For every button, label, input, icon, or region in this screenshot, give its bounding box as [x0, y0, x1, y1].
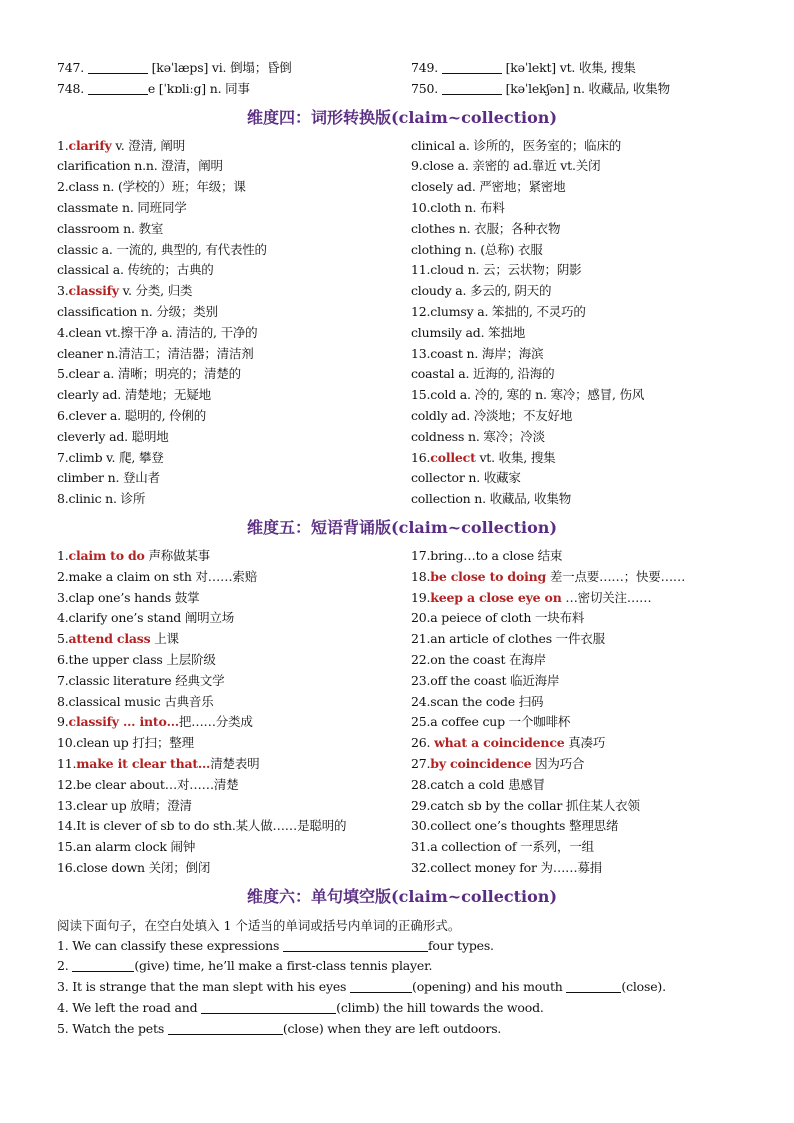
item-text: 13.clear up 放晴；澄清 [57, 797, 192, 813]
list-item [57, 323, 411, 344]
item-text: 31.a collection of 一系列，一组 [411, 839, 594, 855]
item-text: 21.an article of clothes 一件衣服 [411, 631, 605, 647]
list-item [57, 816, 411, 837]
list-item [57, 427, 411, 448]
vocab-row: 750. [kəˈlekʃən] n. 收藏品, 收集物 [411, 80, 670, 96]
item-text: 17.bring…to a close 结束 [411, 547, 563, 563]
item-text: classic a. 一流的, 典型的, 有代表性的 [57, 241, 267, 257]
item-text: closely ad. 严密地；紧密地 [411, 179, 566, 195]
item-text: 16. [411, 449, 431, 465]
item-text: 9.close a. 亲密的 ad.靠近 vt.关闭 [411, 158, 601, 174]
list-item [57, 364, 411, 385]
sentence-row: 1. We can classify these expressions four types. [57, 937, 494, 953]
item-text: 2.class n. (学校的）班；年级；课 [57, 179, 246, 195]
list-item [411, 816, 747, 837]
item-text: 4.clean vt.擦干净 a. 清洁的, 干净的 [57, 324, 258, 340]
vocab-row: 747. [kəˈlæps] vi. 倒塌；昏倒 [57, 60, 292, 75]
sentence-row: 5. Watch the pets (close) when they are left outdoors. [57, 1020, 502, 1036]
instruction-text: 阅读下面句子，在空白处填入 1 个适当的单词或括号内单词的正确形式。 [57, 917, 461, 933]
list-item [411, 344, 747, 365]
item-text: 3. [57, 283, 69, 299]
item-text: 28.catch a cold 患感冒 [411, 776, 546, 792]
item-text: 7.climb v. 爬, 攀登 [57, 449, 164, 465]
vocab-top [57, 58, 747, 100]
list-item [411, 136, 747, 157]
list-item [411, 629, 747, 650]
list-item [411, 260, 747, 281]
list-item [57, 136, 411, 157]
list-item [411, 837, 747, 858]
item-meaning: 差一点要……；快要…… [546, 568, 686, 584]
item-text: 30.collect one’s thoughts 整理思绪 [411, 818, 619, 834]
item-text: 6.clever a. 聪明的, 伶俐的 [57, 407, 207, 423]
highlight-term: collect [430, 449, 476, 465]
highlight-term: clarify [68, 137, 112, 153]
list-item [57, 692, 411, 713]
list-item [57, 608, 411, 629]
item-meaning: 清楚表明 [210, 755, 260, 771]
list-item [411, 156, 747, 177]
item-meaning: v. 分类, 归类 [118, 283, 193, 299]
item-text: 20.a peiece of cloth 一块布料 [411, 610, 585, 626]
list-item [411, 608, 747, 629]
item-meaning: 真凑巧 [564, 735, 606, 751]
list-item [57, 671, 411, 692]
highlight-term: classify [68, 283, 119, 299]
item-text: 14.It is clever of sb to do sth.某人做……是聪明的 [57, 818, 347, 834]
item-text: 7.classic literature 经典文学 [57, 672, 225, 688]
item-meaning: 把……分类成 [178, 714, 253, 730]
vocab-row: 749. [kəˈlekt] vt. 收集, 搜集 [411, 60, 636, 75]
item-text: 18. [411, 568, 431, 584]
item-text: 10.clean up 打扫；整理 [57, 735, 194, 751]
worksheet-page [57, 58, 747, 1040]
list-item [411, 546, 747, 567]
list-item [57, 567, 411, 588]
list-item [411, 240, 747, 261]
answer-blank[interactable] [168, 1021, 283, 1035]
fill-in-sentences [57, 936, 747, 1040]
list-item [57, 775, 411, 796]
item-text: clarification n.n. 澄清，阐明 [57, 158, 223, 174]
item-meaning: vt. 收集, 搜集 [475, 449, 556, 465]
list-item [57, 796, 411, 817]
list-item [411, 198, 747, 219]
item-text: cloudy a. 多云的, 阴天的 [411, 283, 552, 299]
item-text: 26. [411, 735, 435, 751]
sentence-row: 2. (give) time, he’ll make a first-class tennis player. [57, 958, 433, 974]
item-text: 9. [57, 714, 69, 730]
item-meaning: 上课 [150, 631, 179, 647]
list-item [411, 489, 747, 510]
item-text: 29.catch sb by the collar 抓住某人衣领 [411, 797, 640, 813]
list-item [411, 567, 747, 588]
item-text: collector n. 收藏家 [411, 470, 521, 486]
item-text: 5.clear a. 清晰；明亮的；清楚的 [57, 366, 241, 382]
item-text: 4.clarify one’s stand 阐明立场 [57, 610, 235, 626]
list-item [57, 281, 411, 302]
item-text: collection n. 收藏品, 收集物 [411, 491, 572, 507]
item-text: classification n. 分级；类别 [57, 303, 218, 319]
list-item [57, 240, 411, 261]
list-item [411, 733, 747, 754]
answer-blank[interactable] [88, 81, 148, 95]
item-text: coldly ad. 冷淡地；不友好地 [411, 407, 573, 423]
highlight-term: claim to do [68, 547, 145, 563]
section-5-heading: 维度五：短语背诵版(claim~collection) [246, 517, 558, 537]
list-item [57, 712, 411, 733]
item-text: 25.a coffee cup 一个咖啡杯 [411, 714, 571, 730]
item-meaning: 因为巧合 [531, 755, 585, 771]
answer-blank[interactable] [283, 938, 428, 952]
list-item [57, 733, 411, 754]
highlight-term: be close to doing [430, 568, 547, 584]
list-item [57, 754, 411, 775]
list-item [57, 650, 411, 671]
item-text: 8.clinic n. 诊所 [57, 491, 146, 507]
sentence-row: 4. We left the road and (climb) the hill towards the wood. [57, 1000, 544, 1016]
list-item [411, 588, 747, 609]
list-item [411, 281, 747, 302]
item-text: cleverly ad. 聪明地 [57, 428, 169, 444]
list-item [57, 260, 411, 281]
list-item [57, 858, 411, 879]
list-item [411, 796, 747, 817]
list-item [57, 546, 411, 567]
list-item [411, 650, 747, 671]
item-text: classical a. 传统的；古典的 [57, 262, 214, 278]
section-4-list [57, 136, 747, 510]
item-text: 22.on the coast 在海岸 [411, 651, 546, 667]
item-text: 13.coast n. 海岸；海滨 [411, 345, 544, 361]
list-item [411, 177, 747, 198]
item-text: 11. [57, 755, 77, 771]
highlight-term: what a coincidence [434, 735, 565, 751]
answer-blank[interactable] [442, 81, 502, 95]
list-item [57, 406, 411, 427]
sentence-row: 3. It is strange that the man slept with his eyes (opening) and his mouth (close). [57, 979, 666, 995]
list-item [411, 692, 747, 713]
item-text: 6.the upper class 上层阶级 [57, 651, 216, 667]
list-item [57, 448, 411, 469]
item-text: classroom n. 教室 [57, 220, 164, 236]
item-text: 8.classical music 古典音乐 [57, 693, 214, 709]
list-item [411, 712, 747, 733]
list-item [411, 385, 747, 406]
list-item [57, 219, 411, 240]
list-item [57, 177, 411, 198]
list-item [411, 364, 747, 385]
list-item [57, 198, 411, 219]
item-text: 1. [57, 547, 69, 563]
item-text: 15.cold a. 冷的, 寒的 n. 寒冷；感冒, 伤风 [411, 387, 645, 403]
item-text: cleaner n.清洁工；清洁器；清洁剂 [57, 345, 254, 361]
item-text: 15.an alarm clock 闹钟 [57, 839, 196, 855]
answer-blank[interactable] [72, 958, 134, 972]
section-4-heading: 维度四：词形转换版(claim~collection) [246, 107, 558, 127]
item-text: 12.clumsy a. 笨拙的, 不灵巧的 [411, 303, 586, 319]
section-5-list [57, 546, 747, 879]
item-text: 23.off the coast 临近海岸 [411, 672, 560, 688]
list-item [411, 448, 747, 469]
list-item [57, 344, 411, 365]
item-meaning: 声称做某事 [144, 547, 210, 563]
answer-blank[interactable] [88, 60, 148, 74]
section-6-heading: 维度六：单句填空版(claim~collection) [246, 886, 558, 906]
list-item [57, 302, 411, 323]
item-text: 32.collect money for 为……募捐 [411, 859, 603, 875]
item-text: clearly ad. 清楚地；无疑地 [57, 387, 211, 403]
list-item [411, 323, 747, 344]
highlight-term: keep a close eye on [430, 589, 562, 605]
item-text: 12.be clear about…对……清楚 [57, 776, 239, 792]
item-text: 27. [411, 755, 431, 771]
item-text: 5. [57, 631, 69, 647]
item-text: clumsily ad. 笨拙地 [411, 324, 526, 340]
list-item [57, 489, 411, 510]
item-text: coldness n. 寒冷；冷淡 [411, 428, 545, 444]
list-item [411, 468, 747, 489]
item-text: 11.cloud n. 云；云状物；阴影 [411, 262, 582, 278]
list-item [57, 468, 411, 489]
list-item [411, 406, 747, 427]
answer-blank[interactable] [350, 979, 412, 993]
item-text: 16.close down 关闭；倒闭 [57, 859, 211, 875]
item-text: clothes n. 衣服；各种衣物 [411, 220, 561, 236]
answer-blank[interactable] [201, 1000, 336, 1014]
item-text: 2.make a claim on sth 对……索赔 [57, 568, 257, 584]
item-text: clothing n. (总称) 衣服 [411, 241, 543, 257]
vocab-row: 748. e [ˈkɒliːg] n. 同事 [57, 80, 250, 96]
answer-blank[interactable] [566, 979, 621, 993]
list-item [411, 427, 747, 448]
item-meaning: …密切关注…… [561, 589, 652, 605]
highlight-term: make it clear that… [76, 755, 211, 771]
item-text: 3.clap one’s hands 鼓掌 [57, 589, 200, 605]
item-text: 24.scan the code 扫码 [411, 693, 544, 709]
item-text: climber n. 登山者 [57, 470, 160, 486]
list-item [57, 156, 411, 177]
list-item [57, 588, 411, 609]
highlight-term: by coincidence [430, 755, 532, 771]
list-item [411, 671, 747, 692]
item-text: clinical a. 诊所的，医务室的；临床的 [411, 137, 622, 153]
list-item [411, 775, 747, 796]
list-item [57, 629, 411, 650]
item-text: 10.cloth n. 布料 [411, 199, 505, 215]
item-text: 1. [57, 137, 69, 153]
highlight-term: classify … into… [68, 714, 179, 730]
list-item [57, 837, 411, 858]
list-item [411, 302, 747, 323]
highlight-term: attend class [68, 631, 151, 647]
list-item [411, 219, 747, 240]
item-text: coastal a. 近海的, 沿海的 [411, 366, 555, 382]
answer-blank[interactable] [442, 60, 502, 74]
list-item [411, 754, 747, 775]
item-text: classmate n. 同班同学 [57, 199, 187, 215]
list-item [57, 385, 411, 406]
item-text: 19. [411, 589, 431, 605]
item-meaning: v. 澄清, 阐明 [111, 137, 186, 153]
list-item [411, 858, 747, 879]
